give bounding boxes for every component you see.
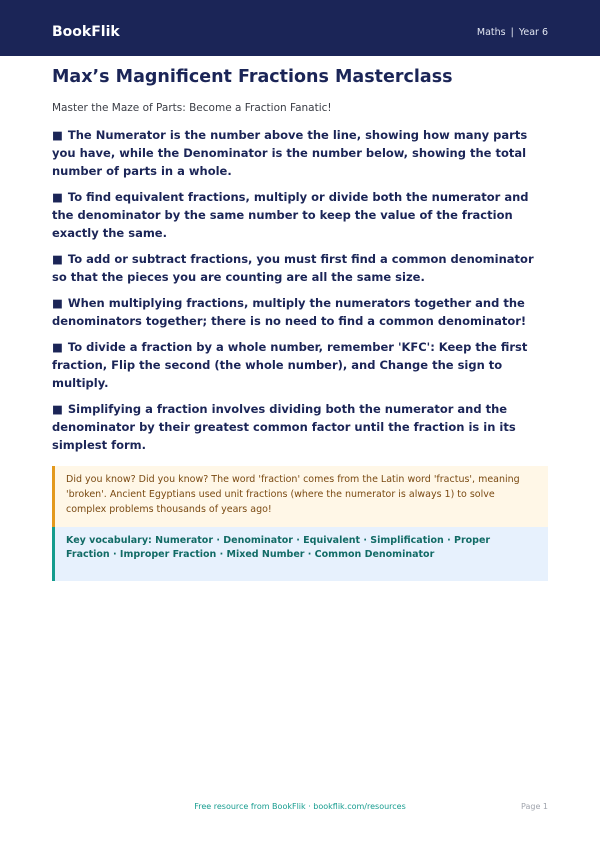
key-point-text: To add or subtract fractions, you must first find a common denominator so that the pieces you are counting are all the same size.	[52, 252, 534, 284]
key-point-text: To divide a fraction by a whole number, remember 'KFC': Keep the first fraction, Flip the second (the whole number), and Change the sign to multiply.	[52, 340, 528, 390]
square-bullet-icon: ■	[52, 402, 63, 416]
page-subtitle: Master the Maze of Parts: Become a Fraction Fanatic!	[52, 102, 332, 114]
key-points-list	[52, 126, 548, 454]
brand-logo[interactable]: BookFlik	[52, 24, 120, 40]
footer-link[interactable]: Free resource from BookFlik · bookflik.com/resources	[194, 802, 406, 811]
square-bullet-icon: ■	[52, 340, 63, 354]
key-point	[52, 250, 548, 286]
key-point	[52, 126, 548, 180]
square-bullet-icon: ■	[52, 190, 63, 204]
square-bullet-icon: ■	[52, 296, 63, 310]
key-point	[52, 188, 548, 242]
meta-separator: |	[510, 27, 514, 38]
worksheet-content	[52, 66, 548, 581]
key-point-text: Simplifying a fraction involves dividing both the numerator and the denominator by their greatest common factor until the fraction is in its simplest form.	[52, 402, 516, 452]
key-point-text: When multiplying fractions, multiply the numerators together and the denominators together; there is no need to find a common denominator!	[52, 296, 527, 328]
did-you-know-box: Did you know? Did you know? The word 'fraction' comes from the Latin word 'fractus', meaning 'broken'. Ancient Egyptians used unit fractions (where the numerator is always 1) to solve complex problems thousands of years ago!	[52, 466, 548, 527]
key-point-text: The Numerator is the number above the line, showing how many parts you have, while the Denominator is the number below, showing the total number of parts in a whole.	[52, 128, 528, 178]
key-point	[52, 338, 548, 392]
page-header	[0, 0, 600, 56]
page-number: Page 1	[521, 802, 548, 811]
key-point	[52, 294, 548, 330]
square-bullet-icon: ■	[52, 252, 63, 266]
header-meta	[477, 26, 548, 40]
key-vocabulary-box: Key vocabulary: Numerator · Denominator · Equivalent · Simplification · Proper Fraction · Improper Fraction · Mixed Number · Common Denominator	[52, 527, 548, 581]
page-title: Max’s Magnificent Fractions Masterclass	[52, 67, 453, 87]
key-point-text: To find equivalent fractions, multiply or divide both the numerator and the denominator by the same number to keep the value of the fraction exactly the same.	[52, 190, 529, 240]
square-bullet-icon: ■	[52, 128, 63, 142]
subject-label: Maths	[476, 27, 506, 38]
key-point	[52, 400, 548, 454]
year-label: Year 6	[518, 27, 548, 38]
